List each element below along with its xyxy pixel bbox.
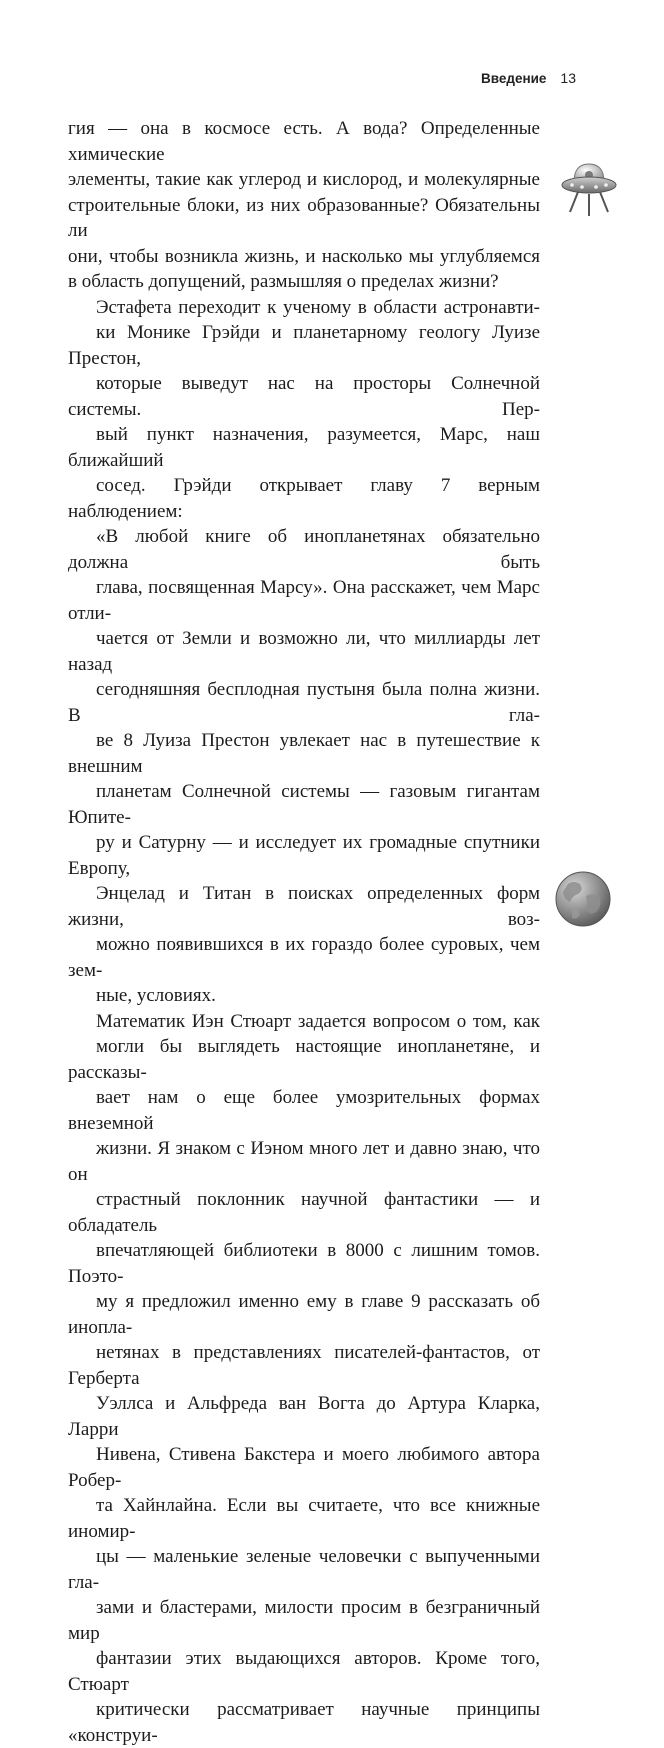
text-line: планетам Солнечной системы — газовым гигантам Юпите- [68,779,540,830]
ufo-icon [560,158,618,218]
text-line: в область допущений, размышляя о пределах жизни? [68,269,540,295]
page-number: 13 [560,70,576,86]
text-line: зами и бластерами, милости просим в безграничный мир [68,1595,540,1646]
running-header [481,70,576,86]
text-line: ки Монике Грэйди и планетарному геологу Луизе Престон, [68,320,540,371]
text-line: ные, условиях. [68,983,540,1009]
text-line: нетянах в представлениях писателей-фантастов, от Герберта [68,1340,540,1391]
text-line: гия — она в космосе есть. А вода? Определенные химические [68,116,540,167]
paragraph-1 [68,116,540,295]
text-line: фантазии этих выдающихся авторов. Кроме того, Стюарт [68,1646,540,1697]
text-line: элементы, такие как углерод и кислород, и молекулярные [68,167,540,193]
paragraph-2 [68,295,540,1009]
globe-icon [554,870,612,928]
text-line: му я предложил именно ему в главе 9 рассказать об инопла- [68,1289,540,1340]
text-line: чается от Земли и возможно ли, что миллиарды лет назад [68,626,540,677]
text-line: они, чтобы возникла жизнь, и насколько мы углубляемся [68,244,540,270]
text-line: «В любой книге об инопланетянах обязательно должна быть [68,524,540,575]
text-line: вый пункт назначения, разумеется, Марс, наш ближайший [68,422,540,473]
paragraph-3 [68,1009,540,1748]
text-line: Уэллса и Альфреда ван Вогта до Артура Кларка, Ларри [68,1391,540,1442]
text-line: ве 8 Луиза Престон увлекает нас в путешествие к внешним [68,728,540,779]
text-line: Нивена, Стивена Бакстера и моего любимого автора Робер- [68,1442,540,1493]
text-line: строительные блоки, из них образованные? Обязательны ли [68,193,540,244]
text-line: Энцелад и Титан в поисках определенных форм жизни, воз- [68,881,540,932]
text-line: ру и Сатурну — и исследует их громадные спутники Европу, [68,830,540,881]
text-line: Эстафета переходит к ученому в области астронавти- [68,295,540,321]
text-line: могли бы выглядеть настоящие инопланетяне, и рассказы- [68,1034,540,1085]
text-line: которые выведут нас на просторы Солнечной системы. Пер- [68,371,540,422]
text-line: сегодняшняя бесплодная пустыня была полна жизни. В гла- [68,677,540,728]
text-line: жизни. Я знаком с Иэном много лет и давно знаю, что он [68,1136,540,1187]
text-line: цы — маленькие зеленые человечки с выпученными гла- [68,1544,540,1595]
body-text [68,116,540,1748]
text-line: можно появившихся в их гораздо более суровых, чем зем- [68,932,540,983]
text-line: глава, посвященная Марсу». Она расскажет, чем Марс отли- [68,575,540,626]
text-line: та Хайнлайна. Если вы считаете, что все книжные иномир- [68,1493,540,1544]
text-line: впечатляющей библиотеки в 8000 с лишним томов. Поэто- [68,1238,540,1289]
text-line: Математик Иэн Стюарт задается вопросом о том, как [68,1009,540,1035]
text-line: критически рассматривает научные принципы «конструи- [68,1697,540,1748]
text-line: вает нам о еще более умозрительных формах внеземной [68,1085,540,1136]
text-line: сосед. Грэйди открывает главу 7 верным наблюдением: [68,473,540,524]
text-line: страстный поклонник научной фантастики — и обладатель [68,1187,540,1238]
chapter-title: Введение [481,71,546,86]
